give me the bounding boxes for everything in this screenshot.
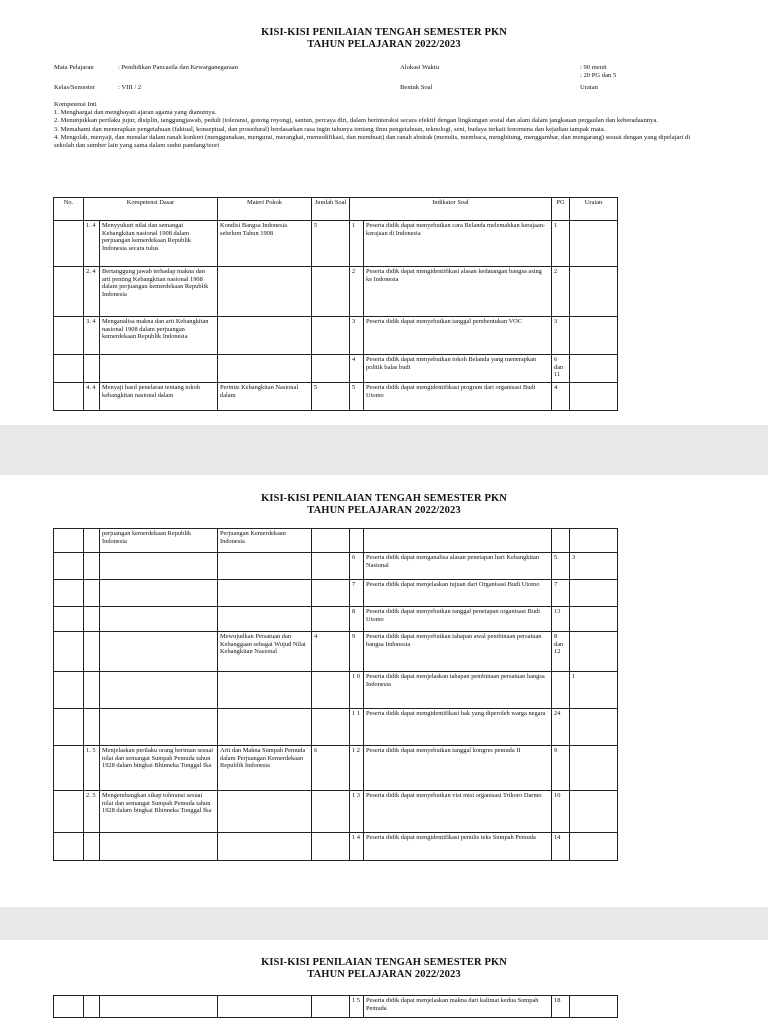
indikator-soal-cell: Peserta didik dapat mengidentifikasi penulis teks Sumpah Pemuda bbox=[364, 833, 552, 861]
jumlah-soal-cell bbox=[312, 553, 350, 580]
jumlah-soal-cell bbox=[312, 317, 350, 355]
indikator-soal-cell: Peserta didik dapat menyebutkan tahapan awal pembinaan persatuan bangsa Indonesia bbox=[364, 632, 552, 672]
pg-cell: 24 bbox=[552, 709, 570, 746]
indikator-number: 9 bbox=[350, 632, 364, 672]
kompetensi-dasar-cell bbox=[100, 709, 218, 746]
table-row bbox=[54, 672, 618, 709]
uraian-cell bbox=[570, 529, 618, 553]
kd-number bbox=[84, 833, 100, 861]
pg-cell: 13 bbox=[552, 607, 570, 632]
uraian-cell bbox=[570, 580, 618, 607]
jumlah-soal-cell bbox=[312, 833, 350, 861]
kompetensi-dasar-cell: perjuangan kemerdekaan Republik Indonesia bbox=[100, 529, 218, 553]
jumlah-soal-cell bbox=[312, 607, 350, 632]
kompetensi-dasar-cell bbox=[100, 632, 218, 672]
header-materi-pokok: Materi Pokok bbox=[218, 198, 312, 221]
materi-pokok-cell: Perjuangan Kemerdekaan Indonesia bbox=[218, 529, 312, 553]
materi-pokok-cell bbox=[218, 580, 312, 607]
page-3 bbox=[0, 940, 768, 1024]
materi-pokok-cell: Mewujudkan Persatuan dan Kebanggaan sebagai Wujud Nilai Kebangkitan Nasional bbox=[218, 632, 312, 672]
header-kompetensi-dasar: Kompetensi Dasar bbox=[84, 198, 218, 221]
no-cell bbox=[54, 996, 84, 1018]
indikator-soal-cell: Peserta didik dapat menyebutkan tanggal kongres pemuda II bbox=[364, 746, 552, 791]
indikator-soal-cell: Peserta didik dapat menganalisa alasan penetapan hari Kebangkitan Nasional bbox=[364, 553, 552, 580]
no-cell bbox=[54, 632, 84, 672]
uraian-cell bbox=[570, 355, 618, 383]
indikator-number: 1 0 bbox=[350, 672, 364, 709]
indikator-soal-cell bbox=[364, 529, 552, 553]
indikator-soal-cell: Peserta didik dapat mengidentifikasi hak yang diperoleh warga negara bbox=[364, 709, 552, 746]
indikator-soal-cell: Peserta didik dapat mengidentifikasi alasan kedatangan bangsa asing ke Indonesia bbox=[364, 267, 552, 317]
table-row bbox=[54, 833, 618, 861]
jumlah-soal-cell: 6 bbox=[312, 746, 350, 791]
indikator-soal-cell: Peserta didik dapat menjelaskan tujuan dari Organisasi Budi Utomo bbox=[364, 580, 552, 607]
kd-number: 4. 4 bbox=[84, 383, 100, 411]
indikator-number: 1 bbox=[350, 221, 364, 267]
jumlah-soal-cell bbox=[312, 580, 350, 607]
materi-pokok-cell bbox=[218, 709, 312, 746]
pg-cell: 2 bbox=[552, 267, 570, 317]
kd-number bbox=[84, 355, 100, 383]
jumlah-soal-cell bbox=[312, 791, 350, 833]
no-cell bbox=[54, 709, 84, 746]
table-row bbox=[54, 746, 618, 791]
table-header-row bbox=[54, 198, 618, 221]
no-cell bbox=[54, 607, 84, 632]
indikator-soal-cell: Peserta didik dapat menjelaskan makna dari kalimat kedua Sumpah Pemuda bbox=[364, 996, 552, 1018]
pg-cell bbox=[552, 529, 570, 553]
pg-cell: 7 bbox=[552, 580, 570, 607]
pg-cell: 10 bbox=[552, 791, 570, 833]
table-row bbox=[54, 791, 618, 833]
kompetensi-dasar-cell bbox=[100, 607, 218, 632]
uraian-cell bbox=[570, 607, 618, 632]
title-line-2: TAHUN PELAJARAN 2022/2023 bbox=[307, 969, 461, 980]
kompetensi-dasar-cell: Menyaji hasil penelaran tentang tokoh kebangkitan nasional dalam bbox=[100, 383, 218, 411]
materi-pokok-cell: Arti dan Makna Sumpah Pemuda dalam Perjuangan Kemerdekaan Republik Indonesia bbox=[218, 746, 312, 791]
uraian-cell bbox=[570, 267, 618, 317]
indikator-soal-cell: Peserta didik dapat menyebutkan tokoh Belanda yang menerapkan politik balas budi bbox=[364, 355, 552, 383]
uraian-cell bbox=[570, 746, 618, 791]
kd-number bbox=[84, 709, 100, 746]
page-title bbox=[0, 27, 768, 51]
uraian-cell bbox=[570, 317, 618, 355]
title-line-1: KISI-KISI PENILAIAN TENGAH SEMESTER PKN bbox=[261, 957, 507, 968]
no-cell bbox=[54, 221, 84, 267]
mapel-value: : Pendidikan Pancasila dan Kewarganegaraan bbox=[118, 64, 238, 71]
no-cell bbox=[54, 317, 84, 355]
kompetensi-inti bbox=[54, 101, 694, 150]
materi-pokok-cell bbox=[218, 553, 312, 580]
kompetensi-dasar-cell: Bertanggung jawab terhadap makna dan arti penting Kebangkitan nasional 1908 dalam perjuangan kemerdekaan Republik Indonesia bbox=[100, 267, 218, 317]
pg-cell: 9 bbox=[552, 746, 570, 791]
header-jumlah-soal: Jumlah Soal bbox=[312, 198, 350, 221]
kd-number bbox=[84, 529, 100, 553]
indikator-number: 5 bbox=[350, 383, 364, 411]
indikator-soal-cell: Peserta didik dapat menjelaskan tahapan pembinaan persatuan bangsa Indonesia bbox=[364, 672, 552, 709]
indikator-soal-cell: Peserta didik dapat menyebutkan tanggal penetapan organisasi Budi Utomo bbox=[364, 607, 552, 632]
meta-row-1 bbox=[0, 64, 768, 82]
no-cell bbox=[54, 746, 84, 791]
kd-number: 2. 4 bbox=[84, 267, 100, 317]
pg-cell: 4 bbox=[552, 383, 570, 411]
kd-number bbox=[84, 553, 100, 580]
header-pg: PG bbox=[552, 198, 570, 221]
kompetensi-dasar-cell bbox=[100, 580, 218, 607]
no-cell bbox=[54, 672, 84, 709]
kd-number bbox=[84, 607, 100, 632]
soal-count: : 20 PG dan 5 bbox=[580, 72, 617, 79]
title-line-1: KISI-KISI PENILAIAN TENGAH SEMESTER PKN bbox=[261, 493, 507, 504]
kd-number bbox=[84, 632, 100, 672]
no-cell bbox=[54, 267, 84, 317]
pg-cell: 8 dan 12 bbox=[552, 632, 570, 672]
table-row bbox=[54, 317, 618, 355]
materi-pokok-cell bbox=[218, 791, 312, 833]
indikator-soal-cell: Peserta didik dapat menyebutkan visi misi organisasi Trikoro Darmo bbox=[364, 791, 552, 833]
jumlah-soal-cell: 4 bbox=[312, 632, 350, 672]
kompetensi-dasar-cell bbox=[100, 355, 218, 383]
table-row bbox=[54, 221, 618, 267]
no-cell bbox=[54, 580, 84, 607]
kompetensi-dasar-cell bbox=[100, 996, 218, 1018]
kd-number: 3. 4 bbox=[84, 317, 100, 355]
materi-pokok-cell bbox=[218, 672, 312, 709]
alokasi-value: : 90 menit bbox=[580, 64, 607, 71]
table-row bbox=[54, 553, 618, 580]
ki-1: 1. Menghargai dan menghayati ajaran agama yang dianutnya. bbox=[54, 109, 217, 117]
jumlah-soal-cell bbox=[312, 355, 350, 383]
materi-pokok-cell bbox=[218, 355, 312, 383]
kisi-table-1 bbox=[53, 197, 618, 411]
materi-pokok-cell bbox=[218, 996, 312, 1018]
title-line-2: TAHUN PELAJARAN 2022/2023 bbox=[307, 505, 461, 516]
no-cell bbox=[54, 383, 84, 411]
pg-cell: 18 bbox=[552, 996, 570, 1018]
indikator-number: 3 bbox=[350, 317, 364, 355]
kd-number bbox=[84, 580, 100, 607]
indikator-number: 1 5 bbox=[350, 996, 364, 1018]
jumlah-soal-cell bbox=[312, 996, 350, 1018]
kisi-table-3 bbox=[53, 995, 618, 1018]
kd-number: 2. 5 bbox=[84, 791, 100, 833]
meta-row-2 bbox=[0, 84, 768, 94]
uraian-cell bbox=[570, 833, 618, 861]
mapel-label: Mata Pelajaran bbox=[54, 64, 94, 71]
indikator-number: 6 bbox=[350, 553, 364, 580]
uraian-cell bbox=[570, 383, 618, 411]
kelas-label: Kelas/Semester bbox=[54, 84, 96, 91]
jumlah-soal-cell: 5 bbox=[312, 221, 350, 267]
pg-cell: 5 bbox=[552, 553, 570, 580]
jumlah-soal-cell bbox=[312, 672, 350, 709]
indikator-soal-cell: Peserta didik dapat menyebutkan tanggal pembentukan VOC bbox=[364, 317, 552, 355]
pg-cell: 6 dan 11 bbox=[552, 355, 570, 383]
no-cell bbox=[54, 553, 84, 580]
indikator-number: 7 bbox=[350, 580, 364, 607]
kd-number bbox=[84, 996, 100, 1018]
no-cell bbox=[54, 833, 84, 861]
kd-number: 1. 4 bbox=[84, 221, 100, 267]
pg-cell: 14 bbox=[552, 833, 570, 861]
jumlah-soal-cell bbox=[312, 529, 350, 553]
indikator-number: 1 3 bbox=[350, 791, 364, 833]
bentuk-value: Uraian bbox=[580, 84, 598, 91]
table-row bbox=[54, 580, 618, 607]
jumlah-soal-cell: 5 bbox=[312, 383, 350, 411]
kompetensi-dasar-cell bbox=[100, 672, 218, 709]
jumlah-soal-cell bbox=[312, 267, 350, 317]
pg-cell bbox=[552, 672, 570, 709]
kompetensi-dasar-cell: Menyyukuri nilai dan semangat Kebangkitan nasional 1908 dalam perjuangan kemerdekaan Republik Indonesia secara tulus bbox=[100, 221, 218, 267]
indikator-number: 1 1 bbox=[350, 709, 364, 746]
uraian-cell bbox=[570, 221, 618, 267]
uraian-cell bbox=[570, 996, 618, 1018]
bentuk-label: Bentuk Soal bbox=[400, 84, 433, 91]
indikator-soal-cell: Peserta didik dapat mengidentifikasi program dari organisasi Budi Utomo bbox=[364, 383, 552, 411]
indikator-number: 1 4 bbox=[350, 833, 364, 861]
indikator-number: 1 2 bbox=[350, 746, 364, 791]
header-no: No. bbox=[54, 198, 84, 221]
table-row bbox=[54, 383, 618, 411]
indikator-number: 2 bbox=[350, 267, 364, 317]
ki-3: 3. Memahami dan menerapkan pengetahuan (faktual, konseptual, dan prosedural) berdasarkan rasa ingin tahunya tentang ilmu pengetahuan, teknologi, seni, budaya terkait fenomena dan kejadian tampak mata. bbox=[54, 125, 606, 133]
indikator-number: 4 bbox=[350, 355, 364, 383]
kisi-table-2 bbox=[53, 528, 618, 861]
uraian-cell: 3 bbox=[570, 553, 618, 580]
uraian-cell bbox=[570, 791, 618, 833]
no-cell bbox=[54, 529, 84, 553]
jumlah-soal-cell bbox=[312, 709, 350, 746]
page-2 bbox=[0, 475, 768, 907]
table-row bbox=[54, 355, 618, 383]
table-row bbox=[54, 996, 618, 1018]
materi-pokok-cell: Kondisi Bangsa Indonesia sebelum Tahun 1908 bbox=[218, 221, 312, 267]
kompetensi-dasar-cell bbox=[100, 553, 218, 580]
ki-2: 2. Menunjukkan perilaku jujur, disiplin, tanggungjawab, peduli (toleransi, gotong royong), santun, percaya diri, dalam berinteraksi secara efektif dengan lingkungan sosial dan alam dalam jangkauan pergaulan dan keberadaannya. bbox=[54, 117, 659, 125]
indikator-number: 8 bbox=[350, 607, 364, 632]
kompetensi-heading: Kompetensi Inti bbox=[54, 101, 97, 108]
table-row bbox=[54, 632, 618, 672]
page-title bbox=[0, 493, 768, 517]
indikator-soal-cell: Peserta didik dapat menyebutkan cara Belanda melemahkan kerajaan-kerajaan di Indonesia bbox=[364, 221, 552, 267]
kompetensi-dasar-cell bbox=[100, 833, 218, 861]
title-line-1: KISI-KISI PENILAIAN TENGAH SEMESTER PKN bbox=[261, 27, 507, 38]
kd-number bbox=[84, 672, 100, 709]
kd-number: 1. 5 bbox=[84, 746, 100, 791]
uraian-cell bbox=[570, 709, 618, 746]
materi-pokok-cell: Perintis Kebangkitan Nasional dalam bbox=[218, 383, 312, 411]
uraian-cell: 1 bbox=[570, 672, 618, 709]
no-cell bbox=[54, 791, 84, 833]
ki-4: 4. Mengolah, menyaji, dan menalar dalam ranah konkret (menggunakan, mengurai, merangkai, memodifikasi, dan membuat) dan ranah abstrak (menulis, membaca, menghitung, menggambar, dan mengarang) sesuai dengan yang dipelajari di sekolah dan sumber lain yang sama dalam sudut pandang/teori bbox=[54, 133, 691, 150]
kompetensi-dasar-cell: Menganalisa makna dan arti Kebangkitan nasional 1908 dalam perjuangan kemerdekaan Republik Indonesia bbox=[100, 317, 218, 355]
header-indikator-soal: Indikator Soal bbox=[350, 198, 552, 221]
page-title bbox=[0, 957, 768, 981]
materi-pokok-cell bbox=[218, 833, 312, 861]
indikator-number bbox=[350, 529, 364, 553]
pg-cell: 3 bbox=[552, 317, 570, 355]
no-cell bbox=[54, 355, 84, 383]
materi-pokok-cell bbox=[218, 267, 312, 317]
table-row bbox=[54, 267, 618, 317]
uraian-cell bbox=[570, 632, 618, 672]
title-line-2: TAHUN PELAJARAN 2022/2023 bbox=[307, 39, 461, 50]
materi-pokok-cell bbox=[218, 607, 312, 632]
alokasi-label: Alokasi Waktu bbox=[400, 64, 440, 71]
kelas-value: : VIII / 2 bbox=[118, 84, 142, 91]
table-row bbox=[54, 607, 618, 632]
header-uraian: Uraian bbox=[570, 198, 618, 221]
table-row bbox=[54, 709, 618, 746]
pg-cell: 1 bbox=[552, 221, 570, 267]
materi-pokok-cell bbox=[218, 317, 312, 355]
kompetensi-dasar-cell: Menjelaskan perilaku orang beriman sesuai nilai dan semangat Sumpah Pemuda tahun 1928 dalam bingkai Bhinneka Tunggal Ika bbox=[100, 746, 218, 791]
table-row bbox=[54, 529, 618, 553]
page-1 bbox=[0, 0, 768, 425]
kompetensi-dasar-cell: Mengembangkan sikap toleransi sesuai nilai dan semangat Sumpah Pemuda tahun 1928 dalam bingkai Bhinneka Tunggal Ika bbox=[100, 791, 218, 833]
